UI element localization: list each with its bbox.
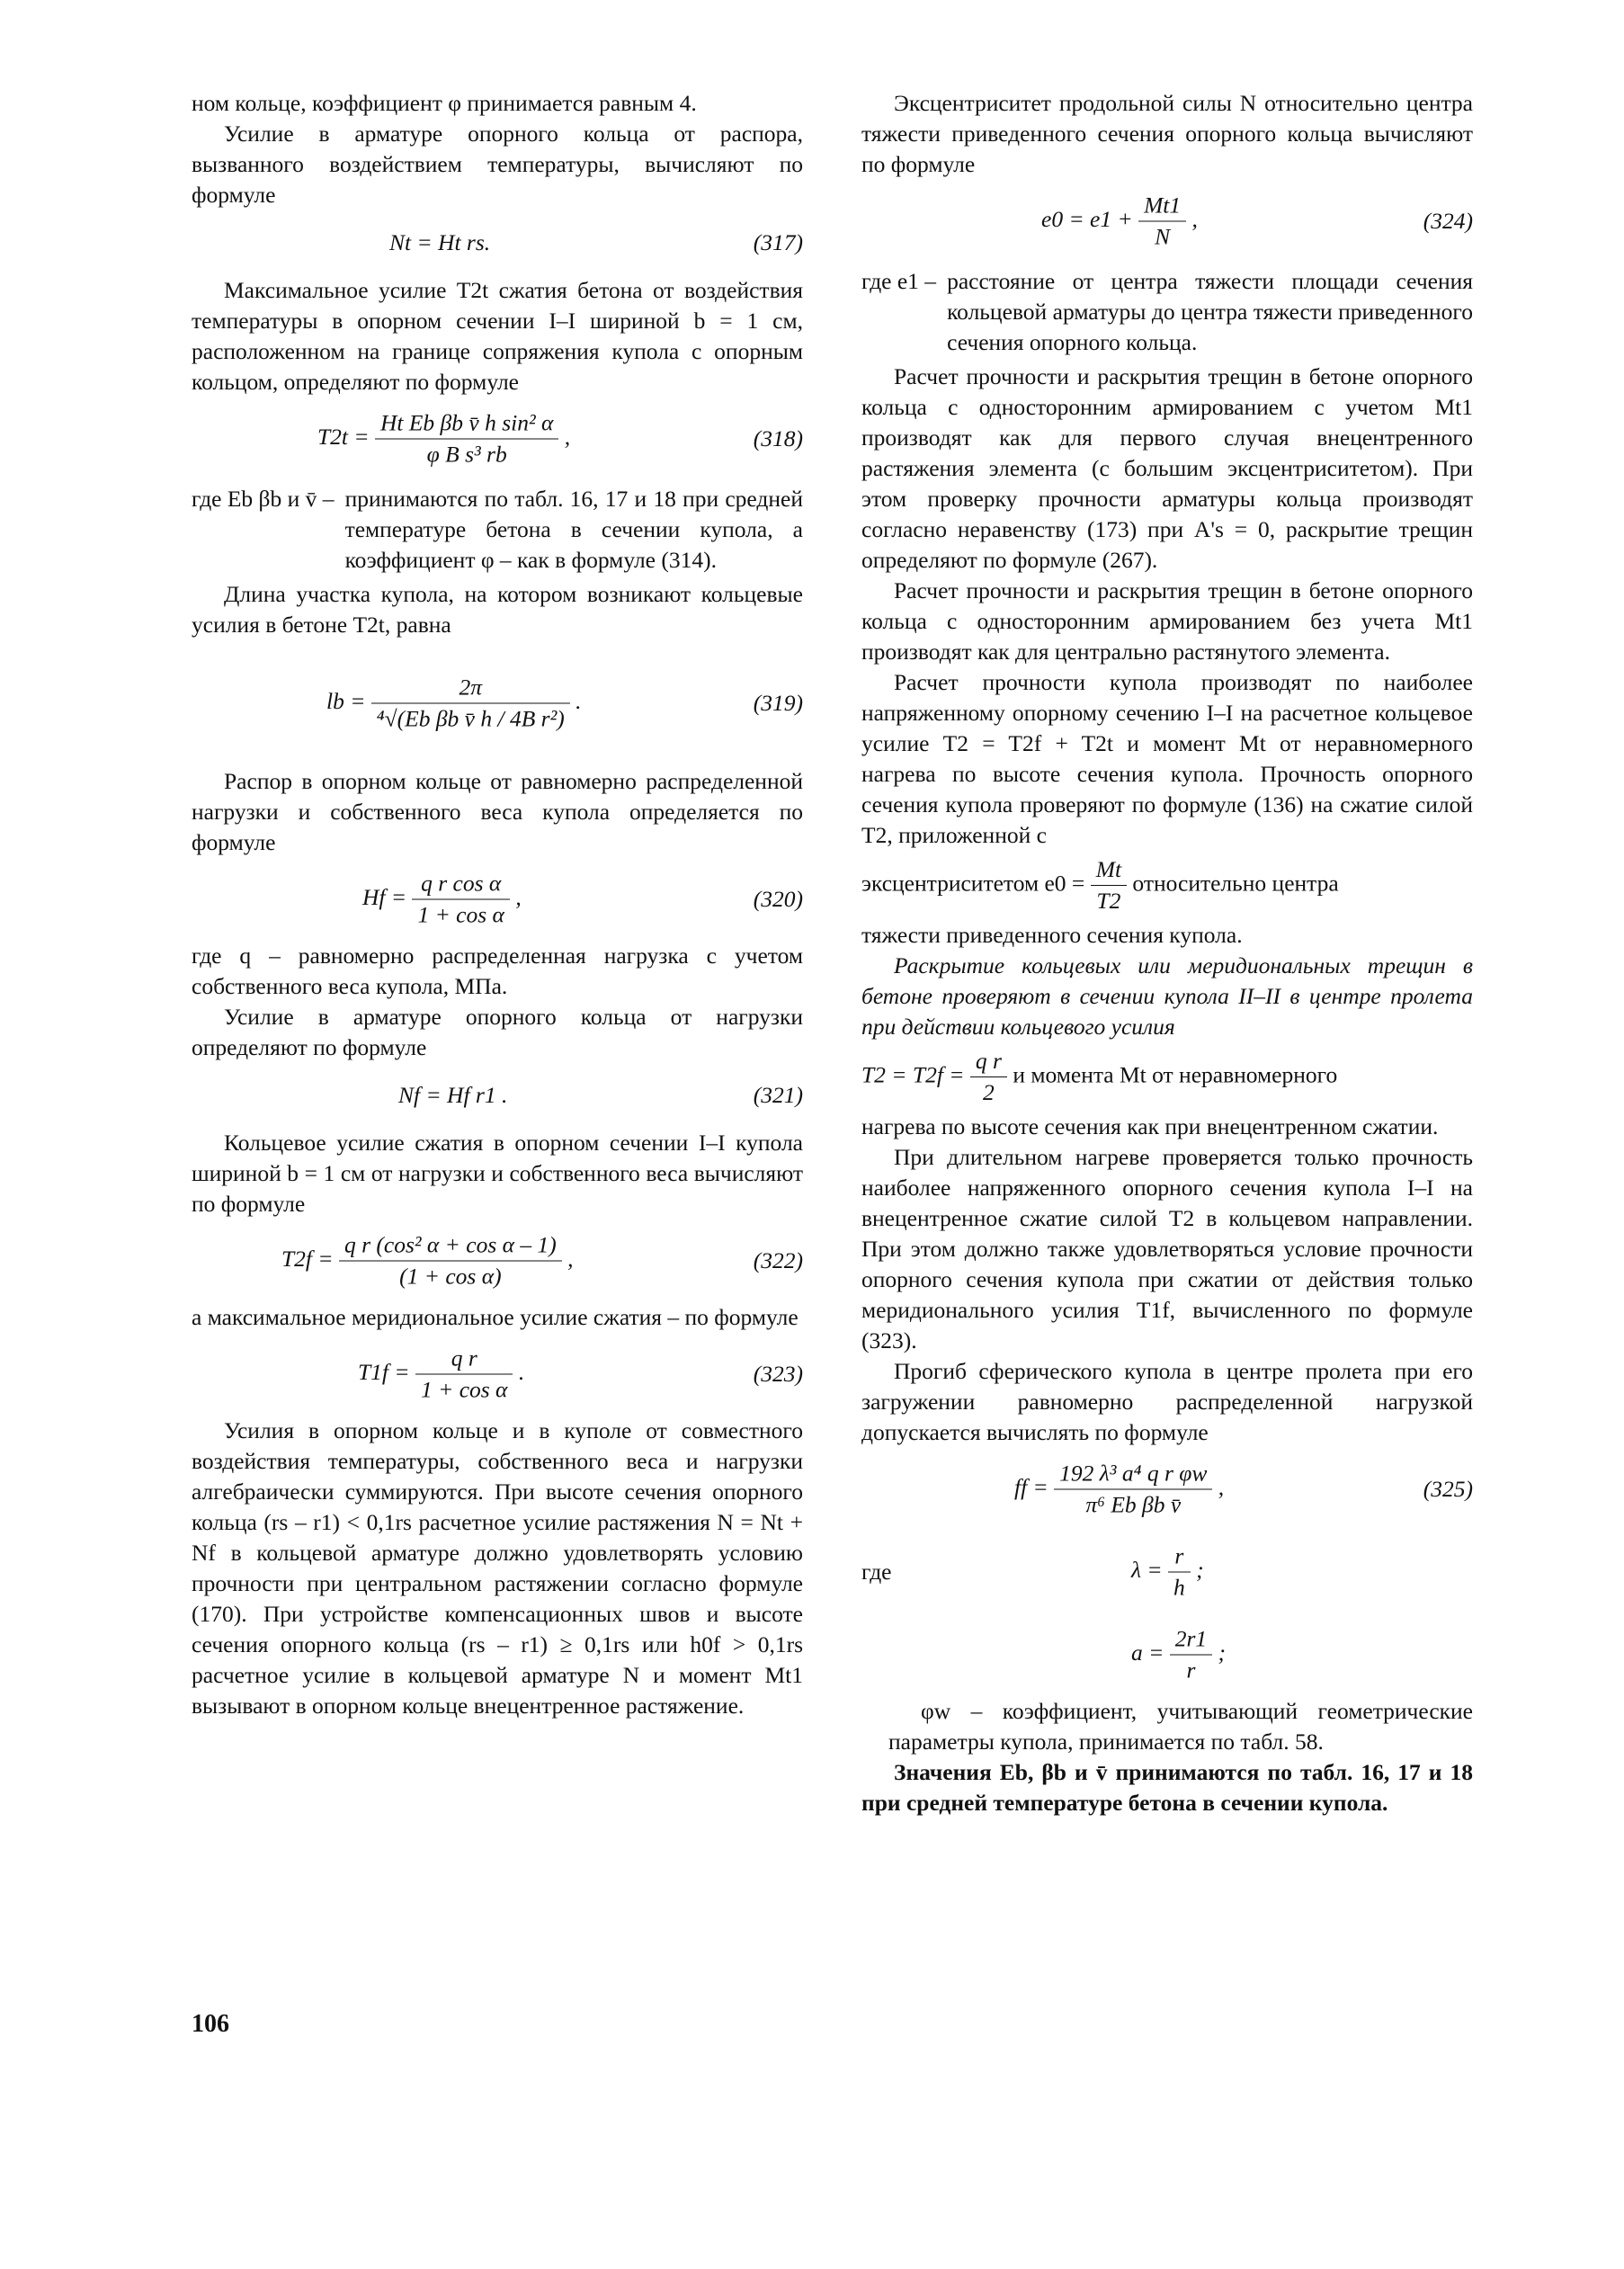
paragraph: тяжести приведенного сечения купола. (861, 922, 1243, 948)
equation-324: e0 = e1 + $\frac{Mt1}{N}$ , (324) (861, 180, 1473, 263)
equation-number: (321) (753, 1082, 803, 1108)
denominator: 2 (970, 1076, 1007, 1108)
where-clause (861, 266, 1473, 358)
equation-number: (325) (1423, 1476, 1473, 1502)
formula: Nf = Hf r1 . (398, 1082, 508, 1108)
paragraph: Раскрытие кольцевых или меридиональных трещин в бетоне проверяют в сечении купола II–II в центре пролета при действии кольцевого усилия (861, 952, 1473, 1040)
numerator: q r cos α (421, 870, 502, 897)
equation-lambda: где λ = $\frac{r}{h}$ ; (861, 1531, 1473, 1613)
equation-325: ff = $\frac{\text{192 λ³ a⁴ q r φw}}{\text{π⁶ Eb βb v̄}}$ , (325) (861, 1448, 1473, 1531)
equation-a: a = $\frac{2r1}{r}$ ; (861, 1613, 1473, 1696)
fraction (339, 1230, 562, 1292)
equation-number: (323) (753, 1361, 803, 1387)
fraction (1168, 1541, 1191, 1603)
right-column (861, 88, 1473, 1818)
paragraph: Прогиб сферического купола в центре пролета при его загружении равномерно распределенной нагрузкой допускается вычислять по формуле (861, 1358, 1473, 1445)
denominator: h (1168, 1572, 1191, 1603)
fraction (371, 673, 570, 735)
numerator: Ht Eb βb v̄ h sin² α (379, 409, 554, 436)
formula-lhs: e0 = e1 + (1041, 205, 1133, 232)
paragraph: Усилие в арматуре опорного кольца от нагрузки определяют по формуле (192, 1004, 803, 1060)
denominator: N (1138, 221, 1186, 253)
equation-320: Hf = $\frac{\text{q r cos α}}{\text{1 + cos α}}$ , (320) (192, 858, 803, 941)
fraction (412, 869, 509, 931)
paragraph: Максимальное усилие T2t сжатия бетона от воздействия температуры в опорном сечении I–I шириной b = 1 см, расположенном на границе сопряжения купола с опорным кольцом, определяют по формуле (192, 277, 803, 395)
inline-equation-line (861, 1046, 1473, 1108)
formula-lhs: T2t = (317, 423, 370, 450)
left-column (192, 88, 803, 1721)
fraction (1170, 1624, 1212, 1686)
numerator: q r (975, 1048, 1002, 1074)
fraction (375, 408, 558, 470)
paragraph: Эксцентриситет продольной силы N относительно центра тяжести приведенного сечения опорного кольца вычисляют по формуле (861, 90, 1473, 177)
page-number: 106 (192, 2010, 229, 2038)
formula-lhs: λ = (1131, 1556, 1163, 1583)
equation-number: (320) (753, 886, 803, 912)
equation-322: T2f = $\frac{\text{q r (cos² α + cos α – 1)}}{\text{(1 + cos α)}}$ , (322) (192, 1219, 803, 1302)
paragraph: где q – равномерно распределенная нагрузка с учетом собственного веса купола, МПа. (192, 942, 803, 999)
denominator: r (1170, 1655, 1212, 1686)
denominator: 1 + cos α (415, 1374, 513, 1406)
paragraph: Усилия в опорном кольце и в куполе от совместного воздействия температуры, собственного веса и нагрузки алгебраически суммируются. При высоте сечения опорного кольца (rs – r1) < 0,1rs расчетное усилие растяжения N = Nt + Nf в кольцевой арматуре должно удовлетворять условию прочности при центральном растяжении согласно формуле (170). При устройстве компенсационных швов и высоте сечения опорного кольца (rs – r1) ≥ 0,1rs или h0f > 0,1rs расчетное усилие в кольцевой арматуре N и момент Mt1 вызывают в опорном кольце внецентренное растяжение. (192, 1417, 803, 1719)
paragraph: Значения Eb, βb и v̄ принимаются по табл. 16, 17 и 18 при средней температуре бетона в сечении купола. (861, 1759, 1473, 1816)
paragraph: Распор в опорном кольце от равномерно распределенной нагрузки и собственного веса купола определяется по формуле (192, 768, 803, 855)
formula: Nt = Ht rs. (389, 229, 491, 255)
numerator: q r (451, 1344, 477, 1371)
numerator: Mt (1095, 856, 1122, 882)
paragraph: Расчет прочности и раскрытия трещин в бетоне опорного кольца с односторонним армированием с учетом Mt1 производят как для первого случая внецентренного растяжения элемента (с большим эксцентриситетом). При этом проверку прочности арматуры кольца производят согласно неравенству (173) при A's = 0, раскрытие трещин определяют по формуле (267). (861, 363, 1473, 573)
equation-number: (322) (753, 1247, 803, 1273)
denominator: (1 + cos α) (339, 1261, 562, 1292)
numerator: r (1174, 1542, 1184, 1569)
numerator: 192 λ³ a⁴ q r φw (1059, 1460, 1208, 1487)
formula-lhs: Hf = (362, 883, 407, 910)
equation-number: (318) (753, 425, 803, 451)
paragraph: Кольцевое усилие сжатия в опорном сечении I–I купола шириной b = 1 см от нагрузки и собственного веса вычисляют по формуле (192, 1130, 803, 1217)
paragraph: Расчет прочности и раскрытия трещин в бетоне опорного кольца с односторонним армированием без учета Mt1 производят как для центрально растянутого элемента. (861, 577, 1473, 665)
where-label: где Eb βb и v̄ – (192, 486, 335, 512)
where-clause (192, 484, 803, 576)
equation-319: lb = $\frac{2\pi}{\text{⁴√(Eb βb v̄ h / 4B r²)}}$ . (319) (192, 640, 803, 766)
paragraph: Расчет прочности купола производят по наиболее напряженному опорному сечению I–I на расчетное кольцевое усилие T2 = T2f + T2t и момент Mt от неравномерного нагрева по высоте сечения купола. Прочность опорного сечения купола проверяют по формуле (136) на сжатие силой T2, приложенной с (861, 669, 1473, 848)
where-text: расстояние от центра тяжести площади сечения кольцевой арматуры до центра тяжести приведенного сечения опорного кольца. (947, 268, 1473, 355)
text: и момента Mt от неравномерного (1013, 1061, 1338, 1088)
denominator: φ B s³ rb (375, 439, 558, 470)
formula-lhs: lb = (326, 687, 366, 714)
where-label: где (861, 1559, 892, 1585)
paragraph: ном кольце, коэффициент φ принимается равным 4. (192, 90, 697, 116)
equation-317 (192, 210, 803, 275)
formula-lhs: T2f = (281, 1245, 334, 1272)
fraction (415, 1344, 513, 1406)
text: относительно центра (1132, 870, 1339, 897)
denominator: π⁶ Eb βb v̄ (1054, 1489, 1212, 1521)
formula-lhs: ff = (1014, 1473, 1048, 1500)
paragraph: а максимальное меридиональное усилие сжатия – по формуле (192, 1304, 799, 1330)
formula-lhs: T1f = (358, 1358, 410, 1385)
paragraph: нагрева по высоте сечения как при внецентренном сжатии. (861, 1113, 1439, 1139)
equation-number: (319) (753, 690, 803, 716)
where-label: где e1 – (861, 268, 937, 294)
fraction (1091, 854, 1127, 916)
numerator: 2r1 (1174, 1625, 1208, 1652)
numerator: 2π (459, 674, 483, 701)
text: T2 = T2f = (861, 1061, 965, 1088)
paragraph: Длина участка купола, на котором возникают кольцевые усилия в бетоне T2t, равна (192, 581, 803, 638)
numerator: Mt1 (1144, 192, 1182, 219)
paragraph: Усилие в арматуре опорного кольца от распора, вызванного воздействием температуры, вычисляют по формуле (192, 121, 803, 208)
formula-lhs: a = (1131, 1639, 1164, 1666)
denominator: 1 + cos α (412, 899, 509, 931)
equation-number: (324) (1423, 208, 1473, 234)
paragraph: При длительном нагреве проверяется только прочность наиболее напряженного опорного сечения купола I–I на внецентренное сжатие силой T2 в кольцевом направлении. При этом должно также удовлетворяться условие прочности опорного сечения купола при сжатии от действия только меридионального усилия T1f, вычисленного по формуле (323). (861, 1144, 1473, 1353)
fraction (1138, 191, 1186, 253)
numerator: q r (cos² α + cos α – 1) (344, 1231, 557, 1258)
text: эксцентриситетом e0 = (861, 870, 1085, 897)
inline-equation-line (861, 854, 1473, 916)
paragraph: φw – коэффициент, учитывающий геометрические параметры купола, принимается по табл. 58. (888, 1698, 1473, 1755)
fraction (1054, 1459, 1212, 1521)
denominator: ⁴√(Eb βb v̄ h / 4B r²) (371, 703, 570, 735)
denominator: T2 (1091, 885, 1127, 916)
fraction (970, 1046, 1007, 1108)
where-text: принимаются по табл. 16, 17 и 18 при средней температуре бетона в сечении купола, а коэффициент φ – как в формуле (314). (344, 486, 803, 573)
equation-321 (192, 1063, 803, 1128)
equation-318: T2t = $\frac{\text{Ht Eb βb v̄ h sin² α}}{\text{φ B s³ rb}}$ , (318) (192, 398, 803, 480)
equation-323: T1f = $\frac{\text{q r}}{\text{1 + cos α}}$ . (323) (192, 1333, 803, 1416)
equation-number: (317) (753, 229, 803, 255)
